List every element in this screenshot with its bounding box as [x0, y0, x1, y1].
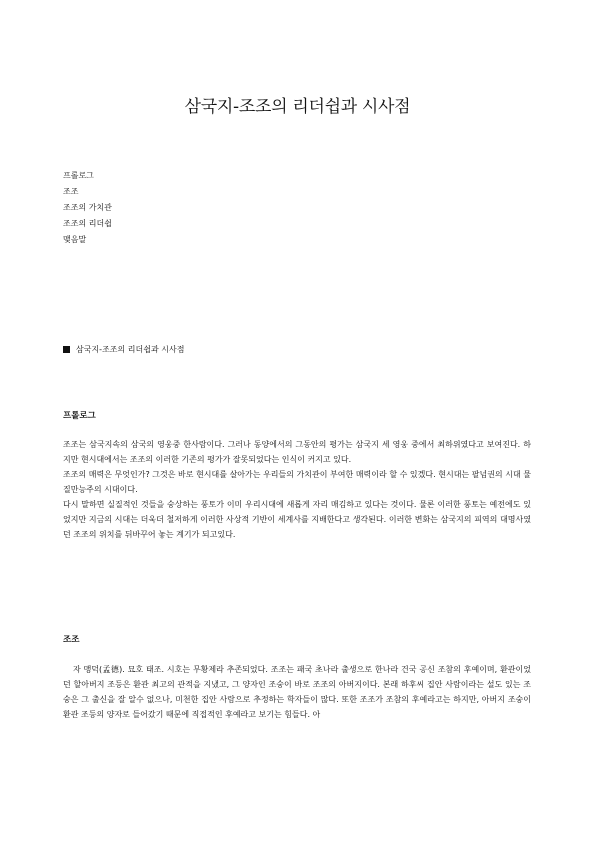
prologue-heading: 프롤로그 — [63, 411, 96, 421]
square-bullet-icon — [63, 346, 70, 353]
paragraph: 조조는 삼국지속의 삼국의 영웅중 한사람이다. 그러나 동양에서의 그동안의 평가는 삼국지 세 영웅 중에서 최하위였다고 보여진다. 하지만 현시대에서는 조조의 이러한 기존의 평가가 잘못되었다는 인식이 커지고 있다. — [63, 440, 531, 464]
paragraph: 자 맹덕(孟德). 묘호 태조. 시호는 무황제라 추존되었다. 조조는 패국 초나라 출생으로 한나라 건국 공신 조참의 후예이며, 환관이었던 할아버지 조등은 환관 최고의 관적을 지냈고, 그 양자인 조숭이 바로 조조의 아버지이다. 본래 하후씨 집안 사람이라는 설도 있는 조숭은 그 출신을 잘 알수 없으나, 미천한 집안 사람으로 추정하는 학자들이 많다. 또한 조조가 조참의 후예라고는 하지만, 아버지 조숭이 환관 조등의 양자로 들어갔기 때문에 직접적인 후예라고 보기는 힘들다. 아 — [63, 665, 531, 719]
table-of-contents — [63, 168, 112, 248]
section-label-text: 삼국지-조조의 리더쉽과 시사점 — [76, 345, 185, 354]
toc-item: 조조의 가치관 — [63, 203, 112, 212]
toc-item: 프롤로그 — [63, 171, 94, 180]
section-label — [63, 344, 184, 355]
paragraph: 다시 말하면 실질적인 것들을 숭상하는 풍토가 이미 우리시대에 새롭게 자리 매김하고 있다는 것이다. 물론 이러한 풍토는 예전에도 있었지만 지금의 시대는 더욱더 철저하게 이러한 사상적 기반이 세계사를 지배한다고 생각된다. 이러한 변화는 삼국지의 피역의 대명사였던 조조의 위치를 뒤바꾸어 놓는 계기가 되고있다. — [63, 500, 531, 539]
document-title: 삼국지-조조의 리더쉽과 시사점 — [184, 97, 411, 117]
cao-heading: 조조 — [63, 635, 80, 645]
cao-body — [63, 662, 531, 722]
prologue-body — [63, 437, 531, 542]
toc-item: 맺음말 — [63, 235, 87, 244]
paragraph: 조조의 매력은 무엇인가? 그것은 바로 현시대를 살아가는 우리들의 가치관이 부여한 매력이라 할 수 있겠다. 현시대는 팔넘권의 시대 물질만능주의 시대이다. — [63, 470, 531, 494]
toc-item: 조조의 리더쉽 — [63, 219, 112, 228]
toc-item: 조조 — [63, 187, 79, 196]
